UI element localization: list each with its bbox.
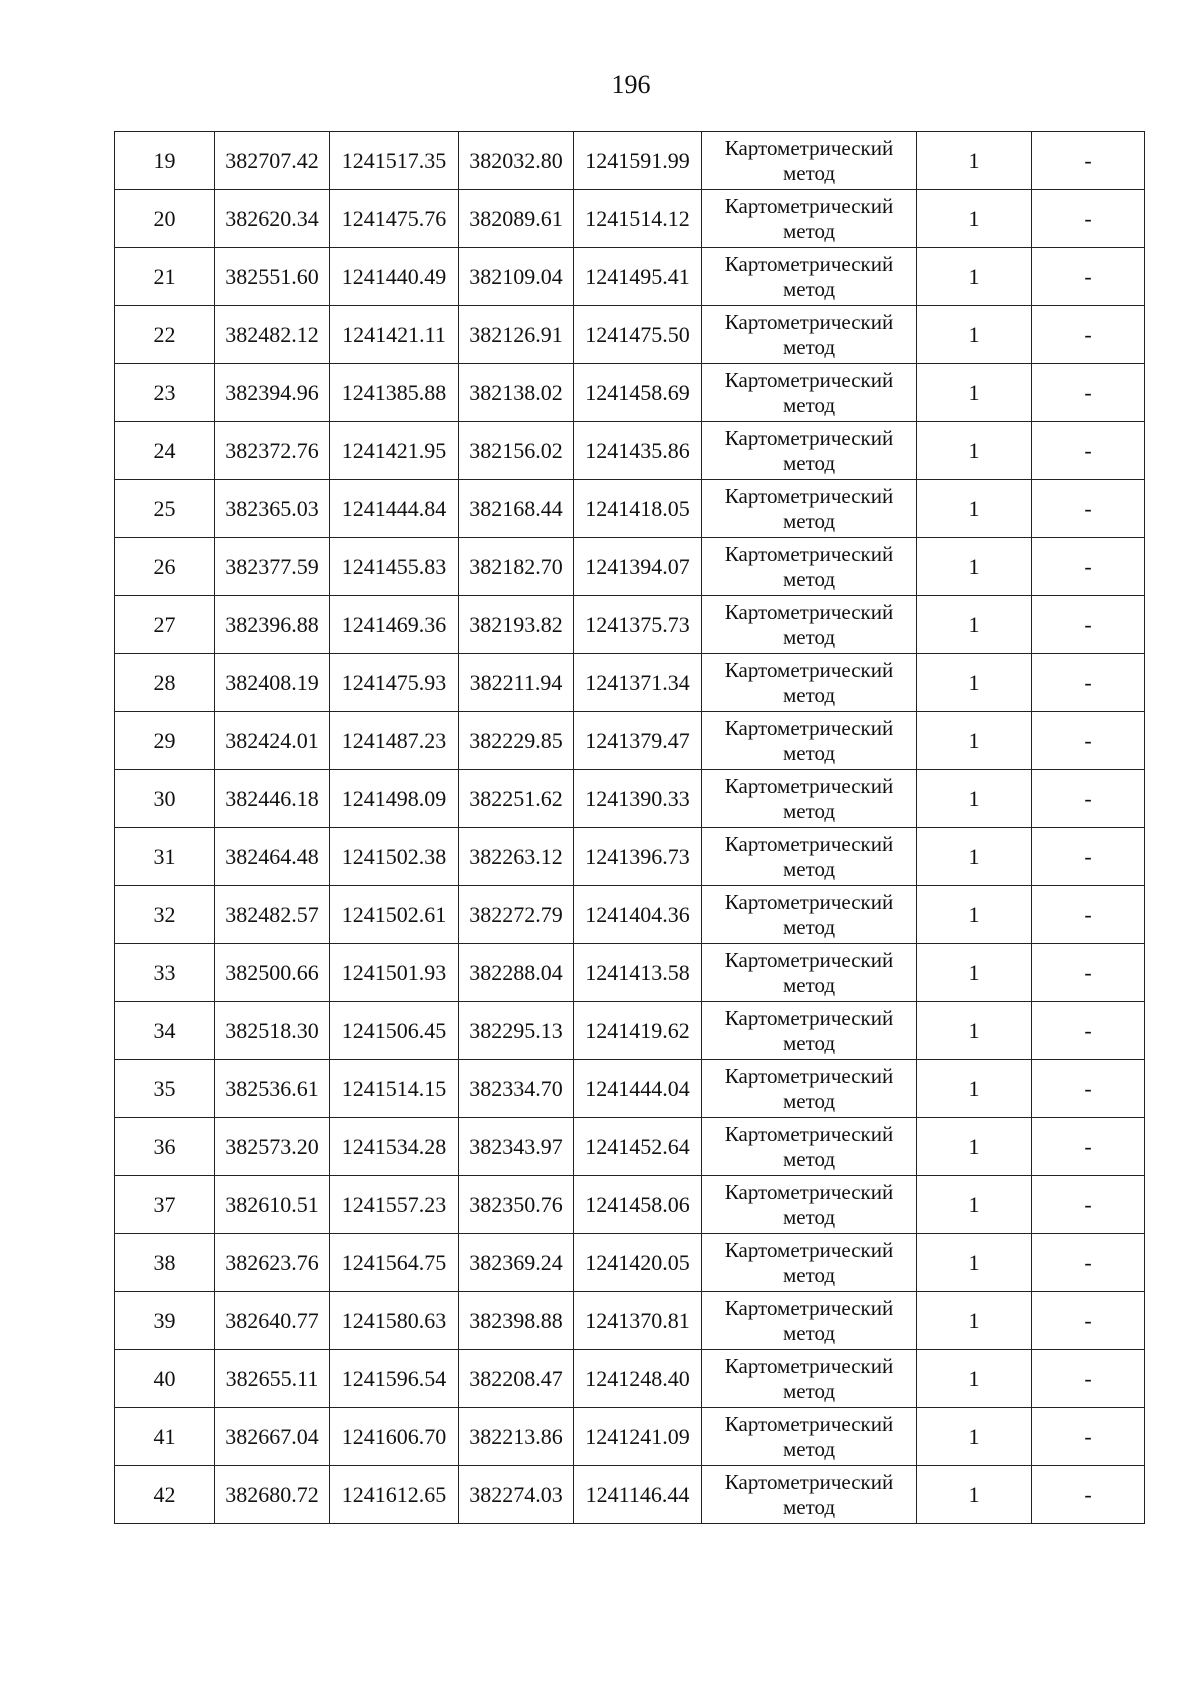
point-number-cell: 33 — [115, 944, 215, 1002]
point-number-cell: 39 — [115, 1292, 215, 1350]
y2-cell: 1241452.64 — [574, 1118, 702, 1176]
note-cell: - — [1032, 828, 1145, 886]
x1-cell: 382551.60 — [215, 248, 330, 306]
y2-cell: 1241390.33 — [574, 770, 702, 828]
table-row — [115, 1002, 1145, 1060]
x1-cell: 382536.61 — [215, 1060, 330, 1118]
x2-cell: 382156.02 — [459, 422, 574, 480]
table-row — [115, 770, 1145, 828]
x2-cell: 382272.79 — [459, 886, 574, 944]
method-label-line1: Картометрический — [724, 1411, 894, 1436]
method-label-line2: метод — [782, 1494, 836, 1519]
y2-cell: 1241419.62 — [574, 1002, 702, 1060]
point-number-cell: 37 — [115, 1176, 215, 1234]
table-row — [115, 1118, 1145, 1176]
x1-cell: 382482.12 — [215, 306, 330, 364]
value-cell: 1 — [917, 248, 1032, 306]
x1-cell: 382464.48 — [215, 828, 330, 886]
method-cell — [702, 712, 917, 770]
method-label-line2: метод — [782, 334, 836, 359]
method-cell — [702, 248, 917, 306]
method-label-line1: Картометрический — [724, 773, 894, 798]
method-label-line1: Картометрический — [724, 1237, 894, 1262]
table-row — [115, 886, 1145, 944]
y2-cell: 1241404.36 — [574, 886, 702, 944]
y1-cell: 1241612.65 — [330, 1466, 459, 1524]
x1-cell: 382640.77 — [215, 1292, 330, 1350]
x1-cell: 382655.11 — [215, 1350, 330, 1408]
method-label-line2: метод — [782, 740, 836, 765]
x2-cell: 382350.76 — [459, 1176, 574, 1234]
note-cell: - — [1032, 364, 1145, 422]
method-cell — [702, 1292, 917, 1350]
method-cell — [702, 306, 917, 364]
y1-cell: 1241534.28 — [330, 1118, 459, 1176]
x1-cell: 382680.72 — [215, 1466, 330, 1524]
y1-cell: 1241455.83 — [330, 538, 459, 596]
method-label-line2: метод — [782, 972, 836, 997]
x2-cell: 382138.02 — [459, 364, 574, 422]
y1-cell: 1241487.23 — [330, 712, 459, 770]
x2-cell: 382274.03 — [459, 1466, 574, 1524]
method-label-line2: метод — [782, 798, 836, 823]
x1-cell: 382620.34 — [215, 190, 330, 248]
x2-cell: 382288.04 — [459, 944, 574, 1002]
note-cell: - — [1032, 306, 1145, 364]
y1-cell: 1241580.63 — [330, 1292, 459, 1350]
y2-cell: 1241394.07 — [574, 538, 702, 596]
y2-cell: 1241591.99 — [574, 132, 702, 190]
method-label-line1: Картометрический — [724, 1005, 894, 1030]
method-cell — [702, 886, 917, 944]
table-body — [115, 132, 1145, 1524]
x1-cell: 382408.19 — [215, 654, 330, 712]
value-cell: 1 — [917, 1408, 1032, 1466]
x2-cell: 382251.62 — [459, 770, 574, 828]
method-cell — [702, 132, 917, 190]
value-cell: 1 — [917, 538, 1032, 596]
x1-cell: 382424.01 — [215, 712, 330, 770]
x2-cell: 382182.70 — [459, 538, 574, 596]
point-number-cell: 32 — [115, 886, 215, 944]
coordinates-table — [114, 131, 1145, 1524]
note-cell: - — [1032, 248, 1145, 306]
y1-cell: 1241421.11 — [330, 306, 459, 364]
y2-cell: 1241396.73 — [574, 828, 702, 886]
y2-cell: 1241514.12 — [574, 190, 702, 248]
x2-cell: 382126.91 — [459, 306, 574, 364]
point-number-cell: 27 — [115, 596, 215, 654]
method-cell — [702, 1234, 917, 1292]
note-cell: - — [1032, 1292, 1145, 1350]
table-row — [115, 132, 1145, 190]
point-number-cell: 22 — [115, 306, 215, 364]
method-label-line1: Картометрический — [724, 1121, 894, 1146]
x2-cell: 382369.24 — [459, 1234, 574, 1292]
table-row — [115, 712, 1145, 770]
value-cell: 1 — [917, 1292, 1032, 1350]
value-cell: 1 — [917, 654, 1032, 712]
x1-cell: 382518.30 — [215, 1002, 330, 1060]
method-label-line2: метод — [782, 1088, 836, 1113]
x2-cell: 382208.47 — [459, 1350, 574, 1408]
method-cell — [702, 654, 917, 712]
point-number-cell: 38 — [115, 1234, 215, 1292]
note-cell: - — [1032, 1118, 1145, 1176]
x2-cell: 382334.70 — [459, 1060, 574, 1118]
y2-cell: 1241420.05 — [574, 1234, 702, 1292]
method-cell — [702, 480, 917, 538]
note-cell: - — [1032, 1060, 1145, 1118]
y2-cell: 1241371.34 — [574, 654, 702, 712]
x1-cell: 382482.57 — [215, 886, 330, 944]
x2-cell: 382213.86 — [459, 1408, 574, 1466]
method-label-line1: Картометрический — [724, 947, 894, 972]
value-cell: 1 — [917, 1466, 1032, 1524]
x1-cell: 382446.18 — [215, 770, 330, 828]
method-cell — [702, 596, 917, 654]
method-label-line2: метод — [782, 1436, 836, 1461]
point-number-cell: 34 — [115, 1002, 215, 1060]
note-cell: - — [1032, 1176, 1145, 1234]
note-cell: - — [1032, 886, 1145, 944]
value-cell: 1 — [917, 1002, 1032, 1060]
table-row — [115, 654, 1145, 712]
note-cell: - — [1032, 132, 1145, 190]
x2-cell: 382089.61 — [459, 190, 574, 248]
x2-cell: 382193.82 — [459, 596, 574, 654]
method-label-line2: метод — [782, 1320, 836, 1345]
point-number-cell: 24 — [115, 422, 215, 480]
method-label-line1: Картометрический — [724, 483, 894, 508]
y2-cell: 1241370.81 — [574, 1292, 702, 1350]
value-cell: 1 — [917, 364, 1032, 422]
x2-cell: 382295.13 — [459, 1002, 574, 1060]
value-cell: 1 — [917, 886, 1032, 944]
point-number-cell: 23 — [115, 364, 215, 422]
value-cell: 1 — [917, 828, 1032, 886]
method-label-line2: метод — [782, 160, 836, 185]
y1-cell: 1241475.76 — [330, 190, 459, 248]
method-cell — [702, 1118, 917, 1176]
method-label-line2: метод — [782, 682, 836, 707]
y2-cell: 1241413.58 — [574, 944, 702, 1002]
method-label-line2: метод — [782, 1204, 836, 1229]
note-cell: - — [1032, 1350, 1145, 1408]
method-label-line1: Картометрический — [724, 193, 894, 218]
point-number-cell: 40 — [115, 1350, 215, 1408]
method-label-line1: Картометрический — [724, 1063, 894, 1088]
note-cell: - — [1032, 1234, 1145, 1292]
method-label-line1: Картометрический — [724, 831, 894, 856]
y2-cell: 1241458.69 — [574, 364, 702, 422]
method-label-line1: Картометрический — [724, 135, 894, 160]
point-number-cell: 21 — [115, 248, 215, 306]
value-cell: 1 — [917, 770, 1032, 828]
x1-cell: 382573.20 — [215, 1118, 330, 1176]
y1-cell: 1241475.93 — [330, 654, 459, 712]
method-cell — [702, 1408, 917, 1466]
table-row — [115, 1060, 1145, 1118]
note-cell: - — [1032, 770, 1145, 828]
point-number-cell: 29 — [115, 712, 215, 770]
y1-cell: 1241517.35 — [330, 132, 459, 190]
x1-cell: 382667.04 — [215, 1408, 330, 1466]
value-cell: 1 — [917, 480, 1032, 538]
y1-cell: 1241502.61 — [330, 886, 459, 944]
value-cell: 1 — [917, 306, 1032, 364]
method-label-line2: метод — [782, 1030, 836, 1055]
note-cell: - — [1032, 712, 1145, 770]
table-row — [115, 190, 1145, 248]
point-number-cell: 41 — [115, 1408, 215, 1466]
x1-cell: 382623.76 — [215, 1234, 330, 1292]
y2-cell: 1241379.47 — [574, 712, 702, 770]
x2-cell: 382229.85 — [459, 712, 574, 770]
point-number-cell: 36 — [115, 1118, 215, 1176]
method-cell — [702, 770, 917, 828]
method-label-line1: Картометрический — [724, 251, 894, 276]
x2-cell: 382109.04 — [459, 248, 574, 306]
table-row — [115, 538, 1145, 596]
table-row — [115, 1350, 1145, 1408]
method-label-line2: метод — [782, 1262, 836, 1287]
table-row — [115, 828, 1145, 886]
y1-cell: 1241606.70 — [330, 1408, 459, 1466]
value-cell: 1 — [917, 712, 1032, 770]
method-label-line1: Картометрический — [724, 425, 894, 450]
y2-cell: 1241375.73 — [574, 596, 702, 654]
method-label-line1: Картометрический — [724, 599, 894, 624]
y1-cell: 1241385.88 — [330, 364, 459, 422]
point-number-cell: 42 — [115, 1466, 215, 1524]
x2-cell: 382168.44 — [459, 480, 574, 538]
y2-cell: 1241495.41 — [574, 248, 702, 306]
method-label-line1: Картометрический — [724, 367, 894, 392]
x2-cell: 382398.88 — [459, 1292, 574, 1350]
value-cell: 1 — [917, 596, 1032, 654]
value-cell: 1 — [917, 1060, 1032, 1118]
method-label-line2: метод — [782, 450, 836, 475]
y2-cell: 1241146.44 — [574, 1466, 702, 1524]
table-row — [115, 480, 1145, 538]
y1-cell: 1241469.36 — [330, 596, 459, 654]
method-label-line2: метод — [782, 218, 836, 243]
y2-cell: 1241241.09 — [574, 1408, 702, 1466]
method-label-line2: метод — [782, 276, 836, 301]
method-label-line2: метод — [782, 856, 836, 881]
method-cell — [702, 1350, 917, 1408]
method-cell — [702, 190, 917, 248]
note-cell: - — [1032, 1466, 1145, 1524]
method-label-line1: Картометрический — [724, 657, 894, 682]
x1-cell: 382500.66 — [215, 944, 330, 1002]
method-label-line1: Картометрический — [724, 309, 894, 334]
table-row — [115, 1408, 1145, 1466]
y2-cell: 1241475.50 — [574, 306, 702, 364]
method-label-line1: Картометрический — [724, 715, 894, 740]
value-cell: 1 — [917, 1176, 1032, 1234]
method-cell — [702, 1002, 917, 1060]
value-cell: 1 — [917, 944, 1032, 1002]
y2-cell: 1241458.06 — [574, 1176, 702, 1234]
x1-cell: 382377.59 — [215, 538, 330, 596]
point-number-cell: 28 — [115, 654, 215, 712]
x1-cell: 382365.03 — [215, 480, 330, 538]
value-cell: 1 — [917, 1350, 1032, 1408]
point-number-cell: 19 — [115, 132, 215, 190]
y1-cell: 1241501.93 — [330, 944, 459, 1002]
value-cell: 1 — [917, 132, 1032, 190]
y1-cell: 1241440.49 — [330, 248, 459, 306]
y2-cell: 1241418.05 — [574, 480, 702, 538]
table-row — [115, 306, 1145, 364]
note-cell: - — [1032, 596, 1145, 654]
method-cell — [702, 1060, 917, 1118]
method-label-line2: метод — [782, 624, 836, 649]
note-cell: - — [1032, 1002, 1145, 1060]
y1-cell: 1241514.15 — [330, 1060, 459, 1118]
note-cell: - — [1032, 944, 1145, 1002]
table-row — [115, 944, 1145, 1002]
y1-cell: 1241444.84 — [330, 480, 459, 538]
table-row — [115, 1466, 1145, 1524]
y1-cell: 1241596.54 — [330, 1350, 459, 1408]
method-label-line1: Картометрический — [724, 1179, 894, 1204]
method-label-line2: метод — [782, 1146, 836, 1171]
method-label-line2: метод — [782, 1378, 836, 1403]
value-cell: 1 — [917, 1234, 1032, 1292]
value-cell: 1 — [917, 190, 1032, 248]
method-cell — [702, 1176, 917, 1234]
x1-cell: 382372.76 — [215, 422, 330, 480]
y1-cell: 1241498.09 — [330, 770, 459, 828]
x1-cell: 382610.51 — [215, 1176, 330, 1234]
value-cell: 1 — [917, 422, 1032, 480]
y1-cell: 1241564.75 — [330, 1234, 459, 1292]
point-number-cell: 31 — [115, 828, 215, 886]
x1-cell: 382394.96 — [215, 364, 330, 422]
point-number-cell: 20 — [115, 190, 215, 248]
note-cell: - — [1032, 538, 1145, 596]
note-cell: - — [1032, 422, 1145, 480]
y2-cell: 1241248.40 — [574, 1350, 702, 1408]
y1-cell: 1241506.45 — [330, 1002, 459, 1060]
method-label-line2: метод — [782, 566, 836, 591]
page-number: 196 — [611, 70, 651, 99]
method-label-line1: Картометрический — [724, 1469, 894, 1494]
method-label-line1: Картометрический — [724, 541, 894, 566]
method-label-line2: метод — [782, 508, 836, 533]
y2-cell: 1241444.04 — [574, 1060, 702, 1118]
value-cell: 1 — [917, 1118, 1032, 1176]
note-cell: - — [1032, 190, 1145, 248]
point-number-cell: 30 — [115, 770, 215, 828]
y1-cell: 1241421.95 — [330, 422, 459, 480]
x1-cell: 382396.88 — [215, 596, 330, 654]
y1-cell: 1241557.23 — [330, 1176, 459, 1234]
method-cell — [702, 538, 917, 596]
method-cell — [702, 364, 917, 422]
x1-cell: 382707.42 — [215, 132, 330, 190]
y1-cell: 1241502.38 — [330, 828, 459, 886]
note-cell: - — [1032, 654, 1145, 712]
method-cell — [702, 1466, 917, 1524]
method-label-line1: Картометрический — [724, 1353, 894, 1378]
point-number-cell: 25 — [115, 480, 215, 538]
method-label-line2: метод — [782, 914, 836, 939]
method-label-line1: Картометрический — [724, 1295, 894, 1320]
table-row — [115, 248, 1145, 306]
table-row — [115, 596, 1145, 654]
method-label-line1: Картометрический — [724, 889, 894, 914]
method-label-line2: метод — [782, 392, 836, 417]
x2-cell: 382032.80 — [459, 132, 574, 190]
method-cell — [702, 422, 917, 480]
table-row — [115, 1234, 1145, 1292]
method-cell — [702, 944, 917, 1002]
point-number-cell: 26 — [115, 538, 215, 596]
x2-cell: 382211.94 — [459, 654, 574, 712]
note-cell: - — [1032, 480, 1145, 538]
x2-cell: 382343.97 — [459, 1118, 574, 1176]
y2-cell: 1241435.86 — [574, 422, 702, 480]
point-number-cell: 35 — [115, 1060, 215, 1118]
table-row — [115, 422, 1145, 480]
method-cell — [702, 828, 917, 886]
note-cell: - — [1032, 1408, 1145, 1466]
table-row — [115, 1292, 1145, 1350]
table-row — [115, 364, 1145, 422]
x2-cell: 382263.12 — [459, 828, 574, 886]
table-row — [115, 1176, 1145, 1234]
